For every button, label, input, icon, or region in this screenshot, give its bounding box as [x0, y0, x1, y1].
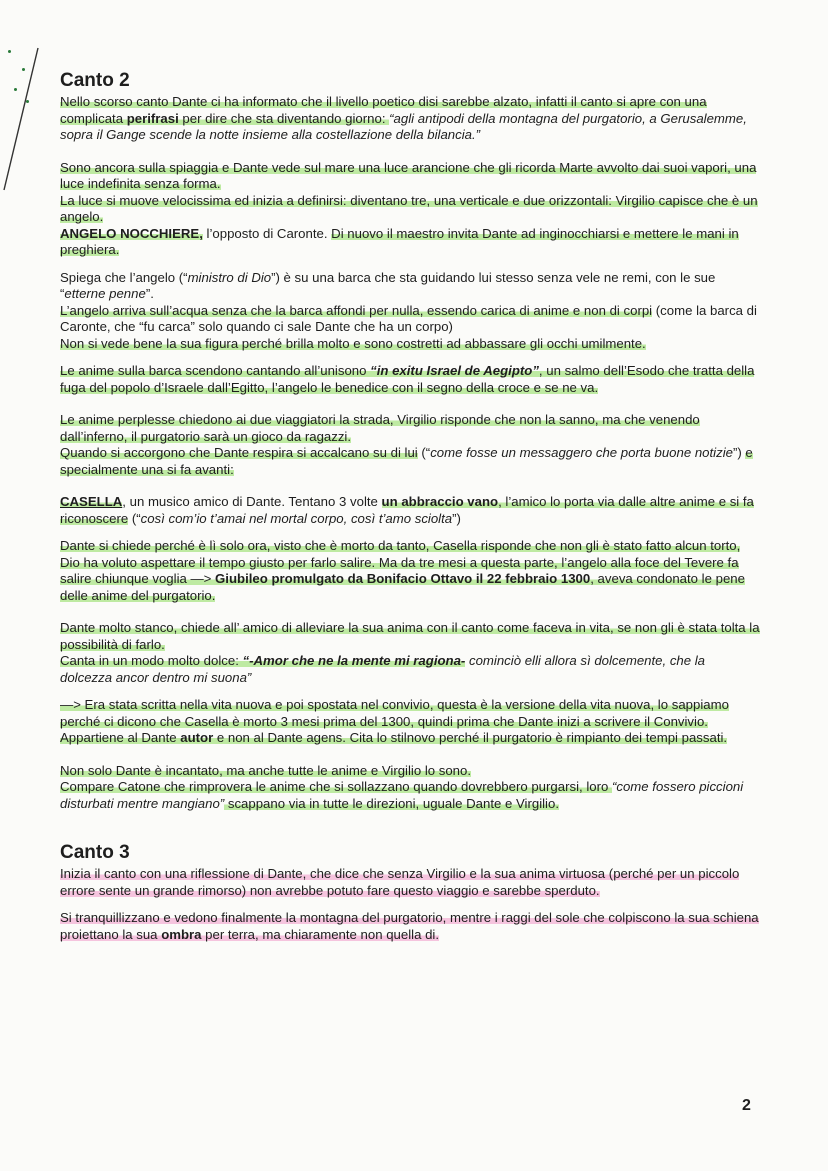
- text-run: Spiega che l’angelo (“: [60, 269, 188, 285]
- text-run: , un musico amico di Dante. Tentano 3 volte: [122, 494, 382, 509]
- highlighted-text: —> Era stata scritta nella vita nuova e poi spostata nel convivio, questa è la versione della vita nuova, lo sappiamo perché ci dicono che Casella è morto 3 mesi prima del 1300, quindi prima che Dante inizi a scrivere il Convivio.: [60, 697, 729, 729]
- highlighted-text: Compare Catone che rimprovera le anime che si sollazzano quando dovrebbero purgarsi, loro: [60, 779, 612, 794]
- highlighted-text: L’angelo arriva sull’acqua senza che la barca affondi per nulla, essendo carica di anime e non di corpi: [60, 302, 653, 318]
- paragraph: [60, 160, 760, 259]
- highlighted-text: Canta in un modo molto dolce:: [60, 653, 243, 668]
- highlighted-text: per dire che sta diventando giorno:: [178, 110, 390, 126]
- highlighted-text: “in exitu Israel de Aegipto”: [370, 363, 539, 378]
- highlighted-text: Sono ancora sulla spiaggia e Dante vede sul mare una luce arancione che gli ricorda Marte avvolto dai suoi vapori, una luce indefinita senza forma.: [60, 159, 757, 191]
- text-run: ”.: [145, 286, 154, 301]
- highlighted-text: Le anime perplesse chiedono ai due viaggiatori la strada, Virgilio risponde che non la sanno, ma che venendo dall’inferno, il purgatorio sarà un gioco da ragazzi.: [60, 412, 700, 444]
- paragraph: [60, 494, 760, 527]
- highlighted-text: Appartiene al Dante: [60, 730, 181, 745]
- highlighted-text: Nello scorso canto Dante ci ha informato che il livello poetico disi sarebbe alzato, infatti il canto si apre con una complicata: [60, 94, 707, 126]
- paragraph: [60, 697, 760, 747]
- highlighted-text: , un salmo dell’Esodo che tratta della fuga del popolo d’Israele dall’Egitto,: [60, 363, 755, 395]
- highlighted-text: scappano via in tutte le direzioni, uguale Dante e Virgilio.: [224, 795, 559, 811]
- highlighted-text: Non solo Dante è incantato, ma anche tutte le anime e Virgilio lo sono.: [60, 762, 472, 778]
- text-run: così com’io t’amai nel mortal corpo, così t’amo sciolta: [140, 510, 453, 526]
- canto-3-heading: Canto 3: [60, 842, 130, 863]
- text-run: ”): [732, 445, 746, 460]
- highlighted-text: CASELLA: [60, 494, 123, 509]
- highlighted-text: e non al Dante agens. Cita lo stilnovo perché il purgatorio è rimpianto dei tempi passati.: [213, 730, 728, 745]
- text-run: (come la barca di Caronte, che “fu carca” solo quando ci sale Dante che ha un corpo): [60, 302, 757, 334]
- highlighted-text: , l’amico lo porta via dalle altre anime e si fa riconoscere: [60, 494, 754, 526]
- text-run: (“: [417, 445, 431, 460]
- highlighted-text: , aveva condonato le pene delle anime del purgatorio.: [60, 571, 745, 603]
- highlighted-text: autor: [180, 730, 214, 745]
- highlighted-text: Dante si chiede perché è lì solo ora, visto che è morto da tanto, Casella risponde che non gli è stato fatto alcun torto, Dio ha voluto aspettare il tempo giusto per farlo salire. Ma da tre mesi a questa parte, l’angelo alla foce del Tevere fa salire chiunque voglia —>: [60, 538, 741, 586]
- text-run: etterne penne: [64, 286, 146, 301]
- margin-mark: [8, 50, 11, 53]
- paragraph: [60, 538, 760, 604]
- text-run: ”): [452, 510, 461, 526]
- highlighted-text: Di nuovo il maestro invita Dante ad inginocchiarsi e mettere le mani in preghiera.: [60, 225, 739, 257]
- paragraph: [60, 94, 760, 144]
- highlighted-text: “-Amor che ne la mente mi ragiona-: [242, 653, 466, 668]
- text-run: ministro di Dio: [187, 269, 272, 285]
- text-run: “agli antipodi della montagna del purgatorio, a Gerusalemme, sopra il Gange scende la notte insieme alla costellazione della bilancia.”: [60, 110, 747, 142]
- text-run: “come fossero piccioni disturbati mentre mangiano”: [60, 779, 744, 811]
- paragraph: [60, 763, 760, 813]
- paragraph: [60, 620, 760, 686]
- paragraph: [60, 363, 760, 396]
- margin-mark: [26, 100, 29, 103]
- highlighted-text: La luce si muove velocissima ed inizia a definirsi: diventano tre, una verticale e due orizzontali: Virgilio capisce che è un angelo.: [60, 192, 758, 224]
- highlighted-text: e specialmente una si fa avanti:: [60, 445, 753, 477]
- highlighted-text: Le anime sulla barca scendono cantando all’unisono: [60, 363, 371, 378]
- margin-mark: [14, 88, 17, 91]
- canto-2-heading: Canto 2: [60, 70, 130, 91]
- highlighted-text: Quando si accorgono che Dante respira si accalcano su di lui: [60, 445, 418, 460]
- page-number: 2: [742, 1097, 751, 1114]
- paragraph: [60, 412, 760, 478]
- text-run: ”) è su una barca che sta guidando lui stesso senza vele ne remi, con le sue “: [60, 269, 716, 301]
- text-run: come fosse un messaggero che porta buone notizie: [430, 445, 733, 460]
- highlighted-text: ombra: [161, 926, 202, 942]
- text-run: (“: [128, 510, 141, 526]
- highlighted-text: Non si vede bene la sua figura perché brilla molto e sono costretti ad abbassare gli occhi umilmente.: [60, 335, 646, 351]
- margin-pen-stroke: [0, 40, 60, 200]
- text-run: cominciò elli allora sì dolcemente, che la dolcezza ancor dentro mi suona”: [60, 653, 706, 685]
- highlighted-text: l’angelo le benedice con il segno della croce e se ne va.: [271, 379, 599, 395]
- notes-content: [60, 70, 760, 954]
- text-run: l’opposto di Caronte.: [202, 225, 332, 241]
- highlighted-text: Inizia il canto con una riflessione di Dante, che dice che senza Virgilio e la sua anima virtuosa (perché per un piccolo errore sente un grande rimorso) non avrebbe potuto fare questo viaggio e sarebbe sperduto.: [60, 866, 740, 898]
- highlighted-text: Si tranquillizzano e vedono finalmente la montagna del purgatorio, mentre i raggi del sole che colpiscono la sua schiena proiettano la sua: [60, 910, 759, 942]
- highlighted-text: ANGELO NOCCHIERE,: [60, 225, 203, 241]
- highlighted-text: Giubileo promulgato da Bonifacio Ottavo il 22 febbraio 1300: [215, 571, 591, 586]
- paragraph: [60, 910, 760, 943]
- highlighted-text: Dante molto stanco, chiede all’ amico di alleviare la sua anima con il canto come faceva in vita, se non gli è stata tolta la possibilità di farlo.: [60, 620, 760, 652]
- paragraph: [60, 866, 760, 899]
- margin-mark: [22, 68, 25, 71]
- paragraph: [60, 270, 760, 353]
- highlighted-text: perifrasi: [126, 110, 179, 126]
- highlighted-text: un abbraccio vano: [381, 494, 499, 509]
- highlighted-text: per terra, ma chiaramente non quella di.: [201, 926, 440, 942]
